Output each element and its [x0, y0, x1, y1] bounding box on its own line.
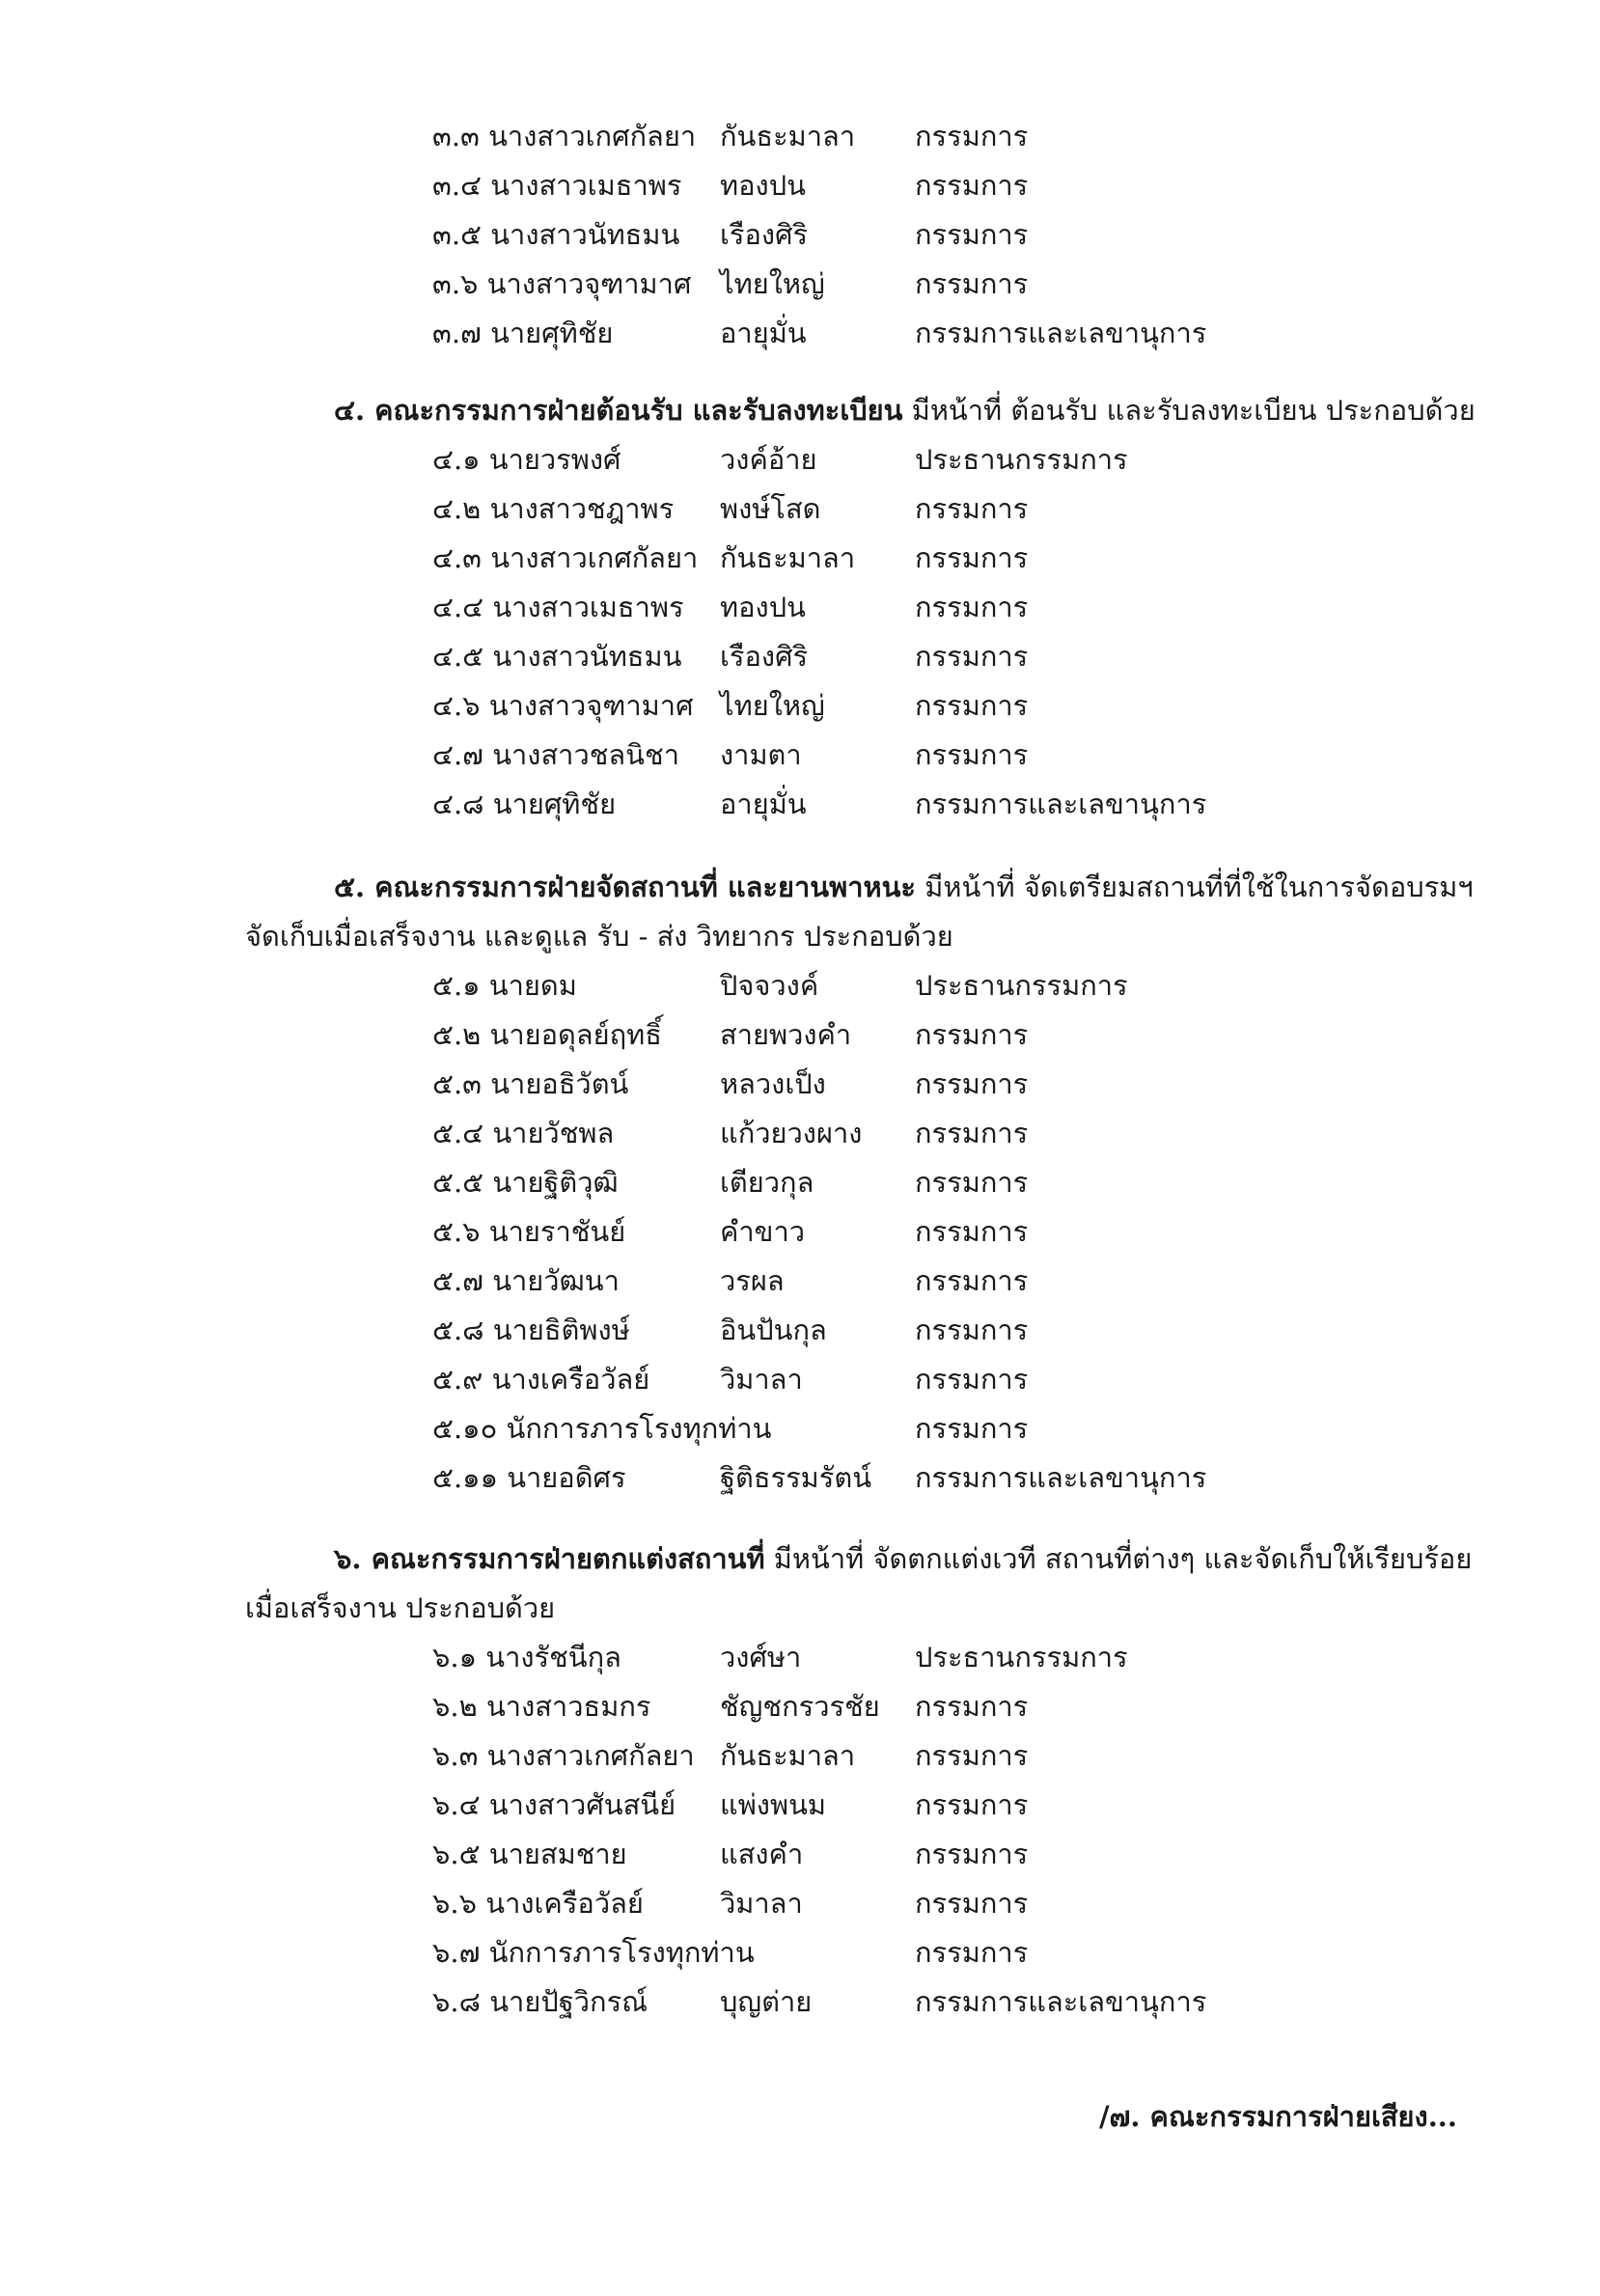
section-heading — [334, 1536, 1472, 1581]
member-role: กรรมการและเลขานุการ — [915, 1985, 1207, 2018]
member-name: ๕.๔ นายวัชพล — [432, 1117, 615, 1149]
member-name: ๖.๘ นายปัฐวิกรณ์ — [432, 1985, 648, 2018]
member-name: ๖.๑ นางรัชนีกุล — [432, 1641, 621, 1674]
member-role: กรรมการ — [915, 1690, 1029, 1723]
section-title: ๖. คณะกรรมการฝ่ายตกแต่งสถานที่ — [334, 1542, 765, 1575]
member-surname: สายพวงคำ — [720, 1018, 852, 1051]
member-role: กรรมการและเลขานุการ — [915, 317, 1207, 349]
member-role: กรรมการ — [915, 1838, 1029, 1870]
section-duty: มีหน้าที่ ต้อนรับ และรับลงทะเบียน ประกอบด้วย — [902, 394, 1476, 427]
member-name: ๖.๒ นางสาวธมกร — [432, 1690, 651, 1723]
member-name: ๕.๗ นายวัฒนา — [432, 1264, 620, 1297]
member-name: ๔.๔ นางสาวเมธาพร — [432, 591, 684, 623]
member-surname: หลวงเป็ง — [720, 1067, 826, 1100]
member-name: ๔.๘ นายศุทิชัย — [432, 788, 617, 820]
member-surname: กันธะมาลา — [720, 1739, 856, 1772]
member-surname: พงษ์โสด — [720, 492, 821, 525]
member-surname: คำขาว — [720, 1215, 806, 1248]
member-role: กรรมการ — [915, 1936, 1029, 1969]
member-role: กรรมการ — [915, 738, 1029, 771]
member-name: ๕.๓ นายอธิวัตน์ — [432, 1067, 629, 1100]
member-role: กรรมการและเลขานุการ — [915, 1461, 1207, 1494]
member-role: กรรมการ — [915, 689, 1029, 722]
member-surname: วงศ์ษา — [720, 1641, 802, 1674]
member-name: ๖.๔ นางสาวศันสนีย์ — [432, 1788, 676, 1821]
member-role: กรรมการ — [915, 120, 1029, 152]
member-role: ประธานกรรมการ — [915, 969, 1128, 1002]
member-role: กรรมการ — [915, 1739, 1029, 1772]
member-name: ๓.๕ นางสาวนัทธมน — [432, 218, 680, 251]
member-name: ๓.๖ นางสาวจุฑามาศ — [432, 267, 692, 300]
section-title: ๕. คณะกรรมการฝ่ายจัดสถานที่ และยานพาหนะ — [334, 871, 916, 903]
member-role: กรรมการ — [915, 1215, 1029, 1248]
member-surname: ไทยใหญ่ — [720, 267, 825, 300]
member-surname: ปิจจวงค์ — [720, 969, 819, 1002]
member-role: กรรมการ — [915, 492, 1029, 525]
member-surname: ไทยใหญ่ — [720, 689, 825, 722]
member-name: ๖.๖ นางเครือวัลย์ — [432, 1887, 644, 1920]
member-name: ๖.๓ นางสาวเกศกัลยา — [432, 1739, 695, 1772]
member-role: กรรมการ — [915, 1314, 1029, 1346]
member-name: ๔.๕ นางสาวนัทธมน — [432, 640, 682, 673]
section-heading — [334, 865, 1474, 909]
member-role: กรรมการ — [915, 1412, 1029, 1445]
member-surname: กันธะมาลา — [720, 541, 856, 574]
member-surname: ทองปน — [720, 169, 806, 202]
section-duty-continued: จัดเก็บเมื่อเสร็จงาน และดูแล รับ - ส่ง วิทยากร ประกอบด้วย — [245, 920, 953, 953]
member-role: กรรมการ — [915, 1117, 1029, 1149]
member-surname: เรืองศิริ — [720, 640, 809, 673]
member-surname: อินปันกุล — [720, 1314, 827, 1346]
member-role: กรรมการ — [915, 267, 1029, 300]
member-role: กรรมการ — [915, 218, 1029, 251]
member-role: ประธานกรรมการ — [915, 1641, 1128, 1674]
member-surname: อายุมั่น — [720, 317, 807, 349]
member-name: ๔.๗ นางสาวชลนิชา — [432, 738, 679, 771]
member-name: ๖.๗ นักการภารโรงทุกท่าน — [432, 1936, 755, 1969]
member-role: กรรมการ — [915, 591, 1029, 623]
member-name: ๓.๗ นายศุทิชัย — [432, 317, 614, 349]
section-duty: มีหน้าที่ จัดตกแต่งเวที สถานที่ต่างๆ และจัดเก็บให้เรียบร้อย — [764, 1542, 1473, 1575]
member-surname: วงค์อ้าย — [720, 443, 817, 476]
member-name: ๔.๖ นางสาวจุฑามาศ — [432, 689, 694, 722]
member-surname: ฐิติธรรมรัตน์ — [720, 1461, 872, 1494]
member-surname: วิมาลา — [720, 1363, 803, 1396]
member-role: กรรมการ — [915, 541, 1029, 574]
member-role: กรรมการ — [915, 1363, 1029, 1396]
member-role: กรรมการ — [915, 1887, 1029, 1920]
member-name: ๕.๙ นางเครือวัลย์ — [432, 1363, 650, 1396]
member-name: ๕.๘ นายธิติพงษ์ — [432, 1314, 630, 1346]
member-surname: บุญต่าย — [720, 1985, 813, 2018]
member-surname: แพ่งพนม — [720, 1788, 827, 1821]
section-title: ๔. คณะกรรมการฝ่ายต้อนรับ และรับลงทะเบียน — [334, 394, 903, 427]
member-name: ๓.๓ นางสาวเกศกัลยา — [432, 120, 697, 152]
member-surname: แก้วยวงผาง — [720, 1117, 863, 1149]
section-duty-continued: เมื่อเสร็จงาน ประกอบด้วย — [245, 1591, 556, 1624]
member-surname: เตียวกุล — [720, 1166, 814, 1199]
member-surname: ทองปน — [720, 591, 806, 623]
member-name: ๕.๑๐ นักการภารโรงทุกท่าน — [432, 1412, 772, 1445]
member-surname: ชัญชกรวรชัย — [720, 1690, 880, 1723]
continuation-note: /๗. คณะกรรมการฝ่ายเสียง... — [1098, 2100, 1457, 2133]
member-role: กรรมการ — [915, 1166, 1029, 1199]
member-role: กรรมการ — [915, 640, 1029, 673]
member-role: กรรมการ — [915, 1788, 1029, 1821]
member-name: ๔.๓ นางสาวเกศกัลยา — [432, 541, 699, 574]
member-role: ประธานกรรมการ — [915, 443, 1128, 476]
member-name: ๕.๑๑ นายอดิศร — [432, 1461, 626, 1494]
member-name: ๔.๒ นางสาวชฎาพร — [432, 492, 675, 525]
section-duty: มีหน้าที่ จัดเตรียมสถานที่ที่ใช้ในการจัดอบรมฯ — [916, 871, 1474, 903]
member-name: ๓.๔ นางสาวเมธาพร — [432, 169, 682, 202]
member-name: ๕.๕ นายฐิติวุฒิ — [432, 1166, 619, 1199]
member-role: กรรมการ — [915, 1067, 1029, 1100]
member-surname: วรผล — [720, 1264, 785, 1297]
member-surname: งามตา — [720, 738, 802, 771]
member-role: กรรมการและเลขานุการ — [915, 788, 1207, 820]
section-heading — [334, 388, 1476, 432]
member-role: กรรมการ — [915, 169, 1029, 202]
member-name: ๕.๖ นายราชันย์ — [432, 1215, 626, 1248]
member-surname: กันธะมาลา — [720, 120, 856, 152]
member-name: ๖.๕ นายสมชาย — [432, 1838, 627, 1870]
member-surname: เรืองศิริ — [720, 218, 809, 251]
member-surname: แสงคำ — [720, 1838, 804, 1870]
member-surname: อายุมั่น — [720, 788, 807, 820]
member-surname: วิมาลา — [720, 1887, 803, 1920]
member-role: กรรมการ — [915, 1018, 1029, 1051]
member-name: ๕.๒ นายอดุลย์ฤทธิ์ — [432, 1018, 662, 1051]
member-name: ๔.๑ นายวรพงศ์ — [432, 443, 621, 476]
member-name: ๕.๑ นายดม — [432, 969, 577, 1002]
member-role: กรรมการ — [915, 1264, 1029, 1297]
